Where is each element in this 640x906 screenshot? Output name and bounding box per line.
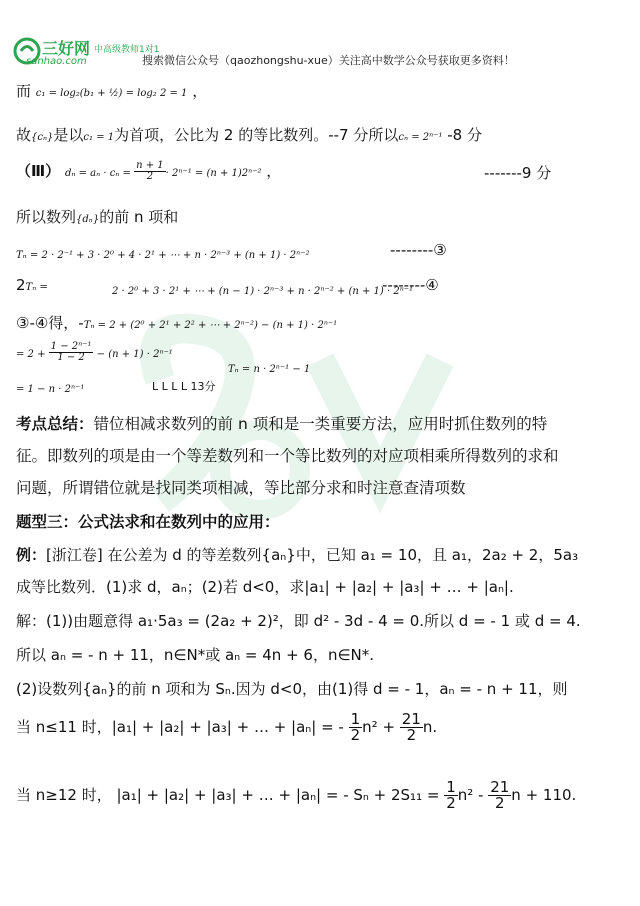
result-Tn: Tₙ = n · 2ⁿ⁻¹ − 1: [228, 364, 311, 375]
solution-step-4: 当 n≤11 时，|a₁| + |a₂| + |a₃| + … + |aₙ| = - $\frac{1}{2}$ n² + $\frac{21}{2}$ n.: [16, 710, 438, 744]
equation-final: = 1 − n · 2ⁿ⁻¹: [16, 384, 85, 395]
logo-domain: sanhao.com: [26, 56, 87, 67]
score-9: -------9 分: [484, 164, 552, 182]
mark-4: --------④: [382, 276, 439, 294]
solution-step-2: 所以 aₙ = - n + 11，n∈N*或 aₙ = 4n + 6，n∈N*.: [16, 646, 375, 664]
solution-step-3: (2)设数列{aₙ}的前 n 项和为 Sₙ.因为 d<0，由(1)得 d = - 1，aₙ = - n + 11，则: [16, 680, 568, 698]
mark-3: --------③: [390, 241, 447, 259]
equation-4: 2Tₙ =: [16, 276, 48, 294]
fraction: $\frac{21}{2}$: [490, 778, 510, 812]
solution-line-3: （Ⅲ） dₙ = aₙ · cₙ = $\frac{n + 1}{2}$ · 2ⁿ⁻¹ = (n + 1)2ⁿ⁻² ，: [16, 160, 282, 182]
example-line-2: 成等比数列．(1)求 d，aₙ；(2)若 d<0，求|a₁| + |a₂| + |a₃| + … + |aₙ|.: [16, 578, 514, 596]
equation-expand: = 2 + $\frac{\text{1 − 2ⁿ⁻¹}}{1 - 2}$ − (n + 1) · 2ⁿ⁻¹: [16, 341, 173, 363]
solution-line-2: 故{cₙ}是以c₁ = 1为首项，公比为 2 的等比数列。--7 分所以cₙ = 2ⁿ⁻¹ -8 分: [16, 126, 482, 144]
example-line-1: 例：[浙江卷] 在公差为 d 的等差数列{aₙ}中，已知 a₁ = 10，且 a₁，2a₂ + 2，5a₃: [16, 546, 579, 564]
fraction: $\frac{\text{1 − 2ⁿ⁻¹}}{1 - 2}$: [50, 341, 92, 363]
equation-4-body: 2 · 2⁰ + 3 · 2¹ + ⋯ + (n − 1) · 2ⁿ⁻³ + n · 2ⁿ⁻² + (n + 1) · 2ⁿ⁻¹: [112, 286, 414, 297]
summary-line-3: 问题，所谓错位就是找同类项相减，等比部分求和时注意查清项数: [16, 479, 466, 497]
equation-subtract: ③-④得，-Tₙ = 2 + (2⁰ + 2¹ + 2² + ⋯ + 2ⁿ⁻²) − (n + 1) · 2ⁿ⁻¹: [16, 314, 338, 332]
header-note: 搜索微信公众号（qaozhongshu-xue）关注高中数学公众号获取更多资料！: [142, 54, 515, 67]
example-label: 例：: [16, 546, 47, 564]
fraction: $\frac{1}{2}$: [446, 778, 456, 812]
section-title: 题型三：公式法求和在数列中的应用：: [16, 513, 280, 531]
solution-step-5: 当 n≥12 时， |a₁| + |a₂| + |a₃| + … + |aₙ| = - Sₙ + 2S₁₁ = $\frac{1}{2}$ n² - $\frac{21}{2}$ n + 110.: [16, 778, 577, 812]
equation-3: Tₙ = 2 · 2⁻¹ + 3 · 2⁰ + 4 · 2¹ + ⋯ + n · 2ⁿ⁻³ + (n + 1) · 2ⁿ⁻²: [16, 250, 310, 261]
summary-label: 考点总结：: [16, 415, 94, 433]
fraction: $\frac{n + 1}{2}$: [136, 160, 164, 182]
solution-step-1: 解：(1))由题意得 a₁·5a₃ = (2a₂ + 2)²，即 d² - 3d - 4 = 0.所以 d = - 1 或 d = 4.: [16, 612, 581, 630]
logo-text: 三好网: [42, 39, 91, 58]
solution-line-1: 而 c₁ = log₂(b₁ + ½) = log₂ 2 = 1 ，: [16, 82, 208, 100]
logo-tagline: 中高级教师1对1: [94, 45, 160, 55]
summary-line-1: 考点总结：错位相减求数列的前 n 项和是一类重要方法，应用时抓住数列的特: [16, 415, 548, 433]
fraction: $\frac{21}{2}$: [401, 710, 421, 744]
formula-c1: c₁ = log₂(b₁ + ½) = log₂ 2 = 1: [35, 88, 188, 99]
solution-line-4: 所以数列{dₙ}的前 n 项和: [16, 208, 179, 226]
summary-line-2: 征。即数列的项是由一个等差数列和一个等比数列的对应项相乘所得数列的求和: [16, 447, 559, 465]
fraction: $\frac{1}{2}$: [350, 710, 361, 744]
score-13: L L L L 13分: [152, 380, 216, 393]
site-logo: [12, 36, 160, 68]
